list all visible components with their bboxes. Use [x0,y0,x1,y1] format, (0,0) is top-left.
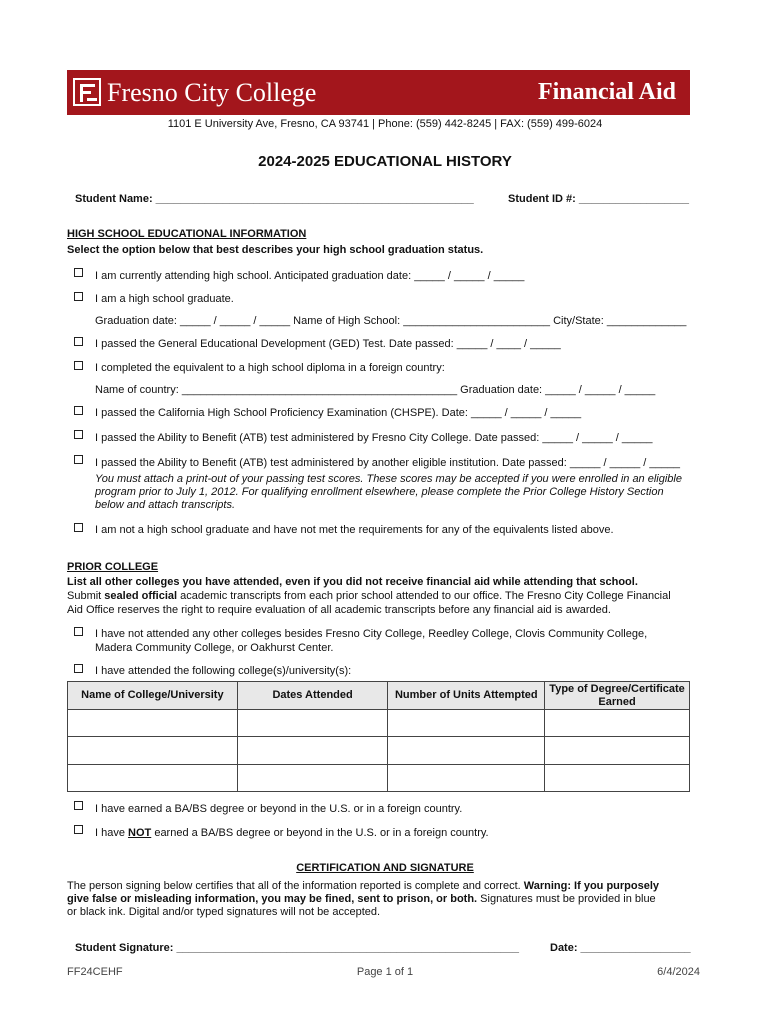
checkbox-high-school-graduate[interactable] [74,292,83,301]
certification-penalty: give false or misleading information, you may be fined, sent to prison, or both. [67,893,478,905]
table-cell[interactable] [237,764,388,791]
contact-address: 1101 E University Ave, Fresno, CA 93741 | Phone: (559) 442-8245 | FAX: (559) 499-6024 [167,118,603,130]
certification-heading: CERTIFICATION AND SIGNATURE [296,862,474,874]
prior-college-heading: PRIOR COLLEGE [67,561,159,573]
checkbox-ged[interactable] [74,337,83,346]
option-not-graduate: I am not a high school graduate and have not met the requirements for any of the equivalents listed above. [95,524,614,536]
sealed-official-text: sealed official [104,590,178,602]
atb-note-line-3: below and attach transcripts. [95,499,236,511]
table-cell[interactable] [388,764,545,791]
option-attended-colleges: I have attended the following college(s)/university(s): [95,665,352,677]
atb-note-line-2: program prior to July 1, 2012. For qualifying enrollment elsewhere, please complete the Prior College History Section [95,486,664,498]
checkbox-chspe[interactable] [74,406,83,415]
column-header-degree: Type of Degree/Certificate Earned [545,682,690,710]
prior-college-table [67,681,690,792]
student-name-field[interactable]: Student Name: ____________________________________________________ [75,193,474,205]
transcript-instruction-line-1 [67,590,671,602]
option-not-attended-line-2: Madera Community College, or Oakhurst Center. [95,642,334,654]
checkbox-atb-other[interactable] [74,455,83,464]
option-not-attended-line-1: I have not attended any other colleges besides Fresno City College, Reedley College, Clovis Community College, [95,628,648,640]
table-cell[interactable] [388,710,545,737]
table-cell[interactable] [545,764,690,791]
student-id-field[interactable]: Student ID #: __________________ [508,193,690,205]
certification-text-1a: The person signing below certifies that all of the information reported is complete and correct. [67,880,524,892]
page-number: Page 1 of 1 [356,966,414,978]
option-atb-fcc: I passed the Ability to Benefit (ATB) test administered by Fresno City College. Date passed: _____ / _____ / _____ [95,432,653,444]
column-header-college: Name of College/University [68,682,238,710]
prior-college-instruction: List all other colleges you have attended, even if you did not receive financial aid while attending that school. [67,576,638,588]
foreign-detail-field[interactable]: Name of country: _____________________________________________ Graduation date: _____ / _____ / _____ [95,384,656,396]
column-header-dates: Dates Attended [237,682,388,710]
checkbox-ba-not-earned[interactable] [74,825,83,834]
table-cell[interactable] [68,737,238,764]
checkbox-attended-colleges[interactable] [74,664,83,673]
table-row [68,737,690,764]
table-header-row [68,682,690,710]
option-ged: I passed the General Educational Development (GED) Test. Date passed: _____ / ____ / _____ [95,338,561,350]
table-cell[interactable] [237,710,388,737]
table-row [68,764,690,791]
certification-line-1 [67,880,659,892]
option-ba-not-earned [95,827,489,839]
department-name: Financial Aid [537,79,676,105]
ba-not-suffix: earned a BA/BS degree or beyond in the U.S. or in a foreign country. [151,827,489,839]
table-cell[interactable] [388,737,545,764]
table-cell[interactable] [68,710,238,737]
certification-line-3: or black ink. Digital and/or typed signatures will not be accepted. [67,906,381,918]
option-attending-high-school: I am currently attending high school. Anticipated graduation date: _____ / _____ / _____ [95,270,525,282]
option-chspe: I passed the California High School Proficiency Examination (CHSPE). Date: _____ / _____ / _____ [95,407,582,419]
transcript-instruction-line-2: Aid Office reserves the right to require evaluation of all academic transcripts before any financial aid is awarded. [67,604,611,616]
option-high-school-graduate: I am a high school graduate. [95,293,234,305]
checkbox-not-attended-other[interactable] [74,627,83,636]
option-foreign-equivalent: I completed the equivalent to a high school diploma in a foreign country: [95,362,445,374]
checkbox-attending-high-school[interactable] [74,268,83,277]
high-school-heading: HIGH SCHOOL EDUCATIONAL INFORMATION [67,228,307,240]
checkbox-foreign-equivalent[interactable] [74,361,83,370]
ba-not-prefix: I have [95,827,129,839]
submit-rest-text: academic transcripts from each prior school attended to our office. The Fresno City College Financial [177,590,671,602]
submit-text: Submit [67,590,105,602]
form-code: FF24CEHF [67,966,123,978]
column-header-units: Number of Units Attempted [388,682,545,710]
college-name: Fresno City College [107,78,317,107]
table-cell[interactable] [545,737,690,764]
college-logo-icon [73,78,101,106]
high-school-instruction: Select the option below that best describes your high school graduation status. [67,244,484,256]
table-row [68,710,690,737]
option-atb-other: I passed the Ability to Benefit (ATB) test administered by another eligible institution. Date passed: _____ / _____ / _____ [95,457,680,469]
graduation-detail-field[interactable]: Graduation date: _____ / _____ / _____ Name of High School: ________________________ City/State: _____________ [95,315,687,327]
checkbox-atb-fcc[interactable] [74,430,83,439]
header-banner [67,70,690,115]
option-ba-earned: I have earned a BA/BS degree or beyond in the U.S. or in a foreign country. [95,803,463,815]
table-cell[interactable] [68,764,238,791]
ba-not-emphasis: NOT [128,827,152,839]
student-signature-field[interactable]: Student Signature: ________________________________________________________ [75,942,520,954]
certification-text-2b: Signatures must be provided in blue [477,893,656,905]
certification-warning: Warning: If you purposely [523,880,660,892]
table-cell[interactable] [545,710,690,737]
atb-note-line-1: You must attach a print-out of your passing test scores. These scores may be accepted if you were enrolled in an eligible [95,473,682,485]
certification-line-2 [67,893,656,905]
table-cell[interactable] [237,737,388,764]
revision-date: 6/4/2024 [657,966,700,978]
checkbox-ba-earned[interactable] [74,801,83,810]
checkbox-not-graduate[interactable] [74,523,83,532]
page-title: 2024-2025 EDUCATIONAL HISTORY [258,153,512,170]
signature-date-field[interactable]: Date: __________________ [550,942,691,954]
